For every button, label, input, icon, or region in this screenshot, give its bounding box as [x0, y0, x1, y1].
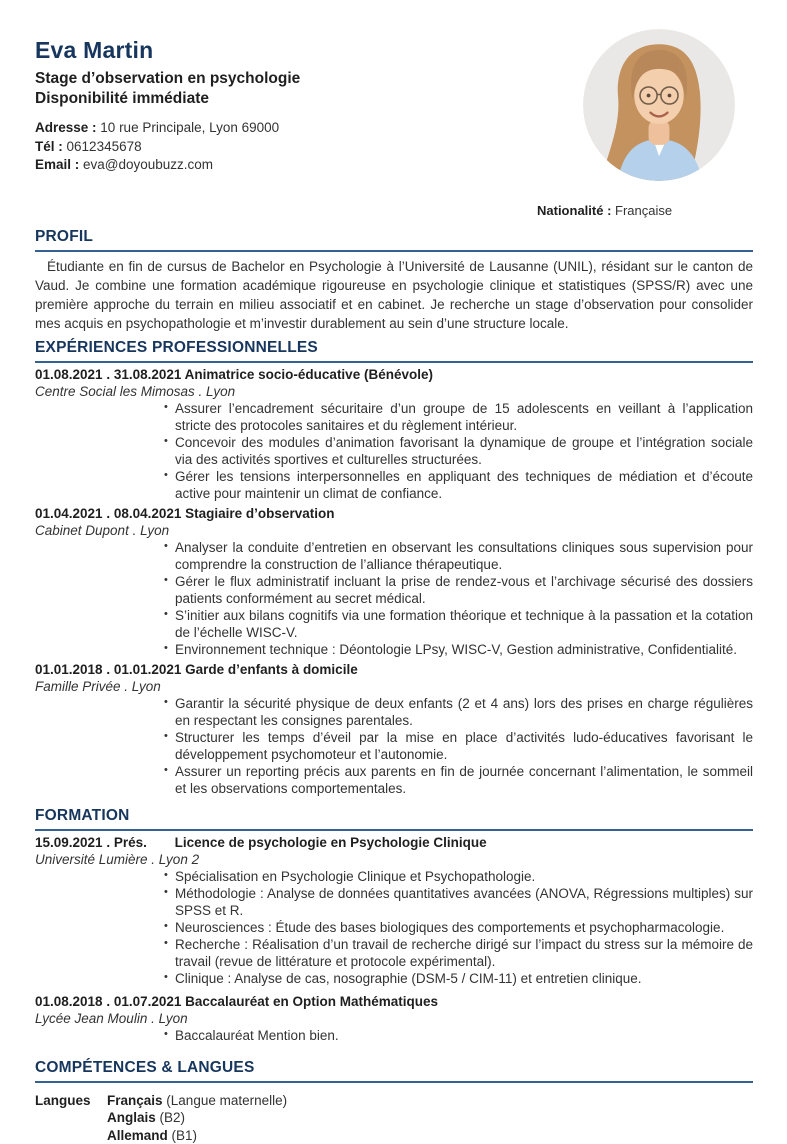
entry-organization: Cabinet Dupont . Lyon — [35, 522, 170, 538]
address-value: 10 rue Principale, Lyon 69000 — [100, 120, 280, 136]
entry-title-line — [35, 366, 753, 383]
entry-title-line — [35, 993, 753, 1010]
phone-label: Tél : — [35, 138, 63, 154]
profile-photo — [583, 29, 735, 181]
language-row — [107, 1109, 753, 1127]
bullet-item: • Spécialisation en Psychologie Clinique et Psychopathologie. — [175, 868, 753, 885]
entry-dates: 01.04.2021 . 08.04.2021 — [35, 505, 182, 521]
bullet-item: • Neurosciences : Étude des bases biologiques des comportements et psychopharmacologie. — [175, 919, 753, 936]
entry-bullets — [35, 868, 753, 987]
section-heading-experiences: EXPÉRIENCES PROFESSIONNELLES — [35, 338, 753, 363]
section-heading-competences: COMPÉTENCES & LANGUES — [35, 1058, 753, 1083]
entry-dates: 01.08.2018 . 01.07.2021 — [35, 993, 182, 1009]
language-name: Anglais — [107, 1110, 156, 1126]
entry-title-line — [35, 661, 753, 678]
bullet-item: • Environnement technique : Déontologie LPsy, WISC-V, Gestion administrative, Confidentialité. — [175, 641, 753, 658]
bullet-item: • Recherche : Réalisation d’un travail de recherche dirigé sur l’impact du stress sur la mémoire de travail (revue de littérature et protocole expérimental). — [175, 936, 753, 970]
bullet-item: • Garantir la sécurité physique de deux enfants (2 et 4 ans) lors des prises en charge régulières en respectant les consignes parentales. — [175, 695, 753, 729]
entry-title-line — [35, 834, 753, 851]
entry-title-line — [35, 505, 753, 522]
nationality-line — [537, 203, 672, 218]
language-row — [107, 1092, 753, 1110]
entry-dates: 01.08.2021 . 31.08.2021 — [35, 366, 182, 382]
entry-bullets — [35, 400, 753, 502]
entry-organization: Centre Social les Mimosas . Lyon — [35, 383, 236, 399]
bullet-item: • Analyser la conduite d’entretien en observant les consultations cliniques sous supervision pour comprendre la construction de l’alliance thérapeutique. — [175, 539, 753, 573]
bullet-item: • Assurer un reporting précis aux parents en fin de journée concernant l’alimentation, le sommeil et les observations comportementales. — [175, 763, 753, 797]
entry-dates: 01.01.2018 . 01.01.2021 — [35, 661, 182, 677]
entry-title: Animatrice socio-éducative (Bénévole) — [184, 366, 433, 382]
languages-list — [107, 1092, 753, 1144]
bullet-item: • Méthodologie : Analyse de données quantitatives avancées (ANOVA, Régressions multiples) sur SPSS et R. — [175, 885, 753, 919]
bullet-item: • Assurer l’encadrement sécuritaire d’un groupe de 15 adolescents en veillant à l’application stricte des protocoles sanitaires et du règlement intérieur. — [175, 400, 753, 434]
bullet-item: • Baccalauréat Mention bien. — [175, 1027, 753, 1044]
entry-title: Garde d’enfants à domicile — [185, 661, 358, 677]
nationality-value: Française — [615, 203, 673, 218]
languages-label: Langues — [35, 1092, 91, 1108]
job-title: Stage d’observation en psychologie — [35, 70, 301, 88]
bullet-item: • Clinique : Analyse de cas, nosographie (DSM-5 / CIM-11) et entretien clinique. — [175, 970, 753, 987]
language-level: (B2) — [159, 1110, 186, 1126]
language-name: Allemand — [107, 1127, 168, 1143]
section-formation — [35, 806, 753, 1044]
bullet-item: • Structurer les temps d’éveil par la mise en place d’activités ludo-éducatives favorisant le développement psychomoteur et l’autonomie. — [175, 729, 753, 763]
candidate-name: Eva Martin — [35, 37, 154, 63]
bullet-item: • Gérer le flux administratif incluant la prise de rendez-vous et l’archivage sécurisé des dossiers patients conformément au secret médical. — [175, 573, 753, 607]
language-name: Français — [107, 1092, 163, 1108]
entry-bullets — [35, 539, 753, 658]
section-profil — [35, 227, 753, 333]
language-level: (B1) — [171, 1127, 198, 1143]
experience-entry — [35, 505, 753, 658]
entry-organization: Université Lumière . Lyon 2 — [35, 851, 200, 867]
phone-value: 0612345678 — [66, 138, 142, 154]
email-label: Email : — [35, 157, 80, 173]
header — [35, 37, 753, 218]
availability: Disponibilité immédiate — [35, 89, 209, 107]
section-heading-profil: PROFIL — [35, 227, 753, 252]
section-heading-formation: FORMATION — [35, 806, 753, 831]
entry-organization: Lycée Jean Moulin . Lyon — [35, 1010, 188, 1026]
entry-dates: 15.09.2021 . Prés. — [35, 834, 147, 850]
profil-text: Étudiante en fin de cursus de Bachelor en Psychologie à l’Université de Lausanne (UNIL), résidant sur le canton de Vaud. Je combine une formation académique rigoureuse en psychologie clinique et statistiques (SPSS/R) avec une première approche du terrain en milieu associatif et en cabinet. Je recherche un stage d’observation pour consolider mes acquis en psychopathologie et m’investir durablement au sein d’une structure locale. — [35, 258, 753, 331]
language-row — [107, 1127, 753, 1144]
formation-entry — [35, 993, 753, 1044]
entry-title: Licence de psychologie en Psychologie Clinique — [174, 834, 487, 850]
email-value: eva@doyoubuzz.com — [83, 157, 214, 173]
entry-bullets — [35, 695, 753, 797]
languages-block — [35, 1092, 753, 1144]
experience-entry — [35, 366, 753, 502]
experience-entry — [35, 661, 753, 797]
entry-title: Baccalauréat en Option Mathématiques — [185, 993, 438, 1009]
section-experiences — [35, 338, 753, 797]
bullet-item: • Gérer les tensions interpersonnelles en appliquant des techniques de médiation et d’écoute active pour maintenir un climat de confiance. — [175, 468, 753, 502]
nationality-label: Nationalité : — [537, 203, 612, 218]
portrait-illustration — [583, 29, 735, 181]
bullet-item: • Concevoir des modules d’animation favorisant la dynamique de groupe et l’intégration sociale via des activités sportives et culturelles structurées. — [175, 434, 753, 468]
entry-bullets — [35, 1027, 753, 1044]
bullet-item: • S’initier aux bilans cognitifs via une formation théorique et technique à la passation et la cotation de l’échelle WISC-V. — [175, 607, 753, 641]
entry-organization: Famille Privée . Lyon — [35, 678, 161, 694]
address-label: Adresse : — [35, 120, 97, 136]
language-level: (Langue maternelle) — [166, 1092, 288, 1108]
section-competences — [35, 1058, 753, 1144]
entry-title: Stagiaire d’observation — [185, 505, 335, 521]
formation-entry — [35, 834, 753, 987]
